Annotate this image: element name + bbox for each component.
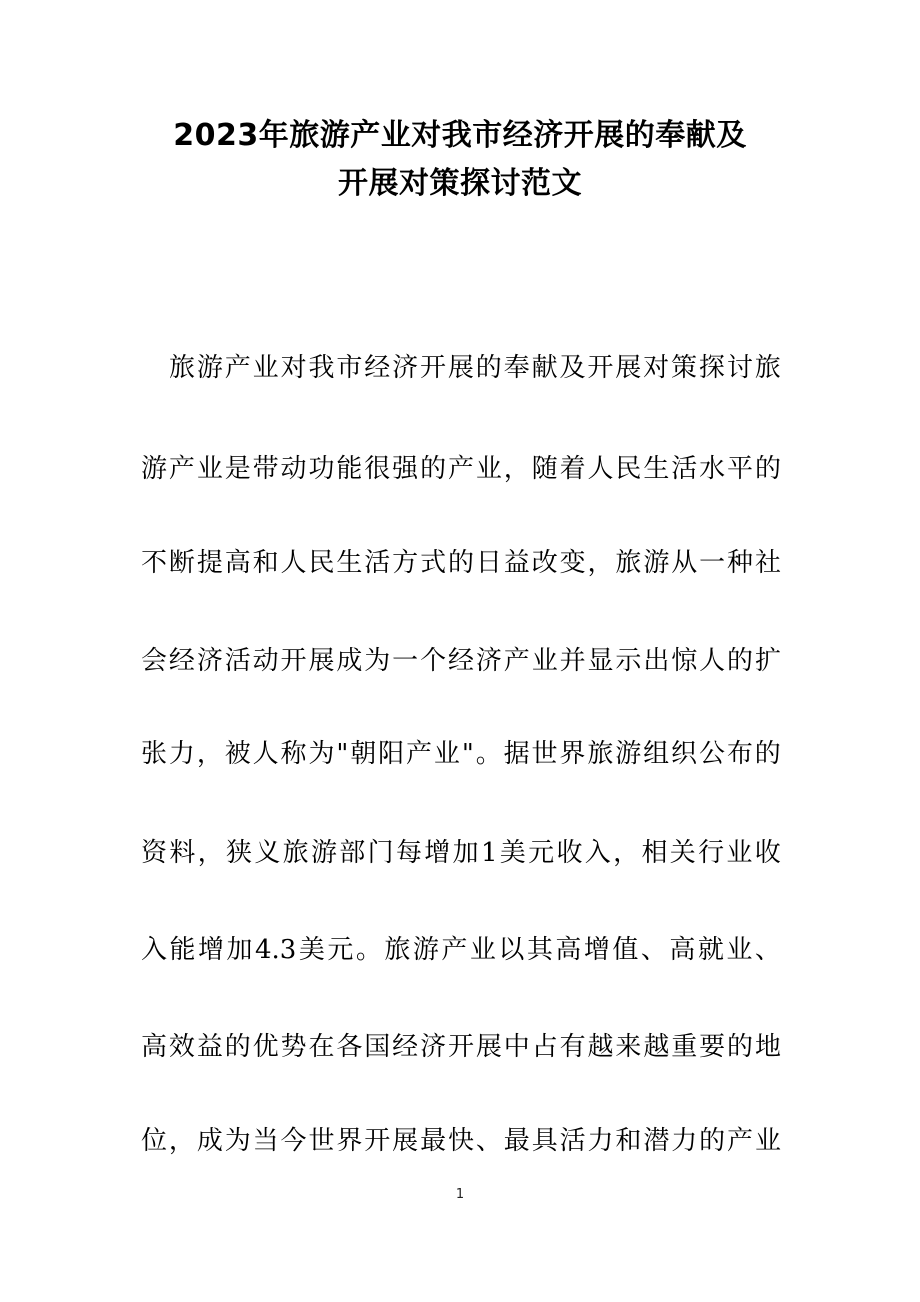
body-char: 今	[280, 1126, 307, 1156]
body-char: 活	[364, 548, 391, 578]
body-char: 随	[531, 454, 558, 484]
body-char: 以	[498, 935, 525, 965]
body-char: 的	[754, 739, 781, 769]
body-char: 称	[280, 739, 307, 769]
body-char: 产	[224, 353, 251, 383]
body-char: 行	[698, 838, 725, 868]
body-char: 开	[587, 353, 614, 383]
body-char: 展	[475, 1032, 502, 1062]
body-char: 增	[198, 935, 225, 965]
body-char: 增	[583, 935, 610, 965]
body-char: 开	[364, 1126, 391, 1156]
body-char: 的	[699, 1126, 726, 1156]
body-char: 业	[754, 1126, 781, 1156]
body-char: 策	[671, 353, 698, 383]
body-char: 功	[308, 454, 335, 484]
body-char: 产	[447, 454, 474, 484]
body-char: 讨	[726, 353, 753, 383]
body-char: 益	[196, 1032, 223, 1062]
body-char: 界	[559, 739, 586, 769]
body-char: 为	[308, 739, 335, 769]
body-char: 和	[615, 1126, 642, 1156]
body-char: 的	[754, 454, 781, 484]
body-char: 地	[754, 1032, 781, 1062]
body-char: 业	[252, 353, 279, 383]
body-char: 入	[141, 935, 168, 965]
body-char: 界	[336, 1126, 363, 1156]
body-char: 会	[141, 646, 168, 676]
body-char: 产	[441, 935, 468, 965]
body-char: 经	[364, 353, 391, 383]
body-char: 济	[420, 1032, 447, 1062]
body-char: 和	[252, 548, 279, 578]
body-char: 活	[224, 646, 251, 676]
body-char: 旅	[615, 548, 642, 578]
body-char: 断	[168, 548, 195, 578]
body-char: 来	[615, 1032, 642, 1062]
body-char: 门	[367, 838, 394, 868]
body-char: 的	[447, 548, 474, 578]
body-char: 效	[168, 1032, 195, 1062]
body-char: 业	[196, 454, 223, 484]
body-char: 民	[308, 548, 335, 578]
body-char: 高	[669, 935, 696, 965]
body-char: 旅	[384, 935, 411, 965]
body-char: 其	[526, 935, 553, 965]
body-char: 对	[280, 353, 307, 383]
body-char: 展	[308, 646, 335, 676]
body-char: 业	[433, 739, 460, 769]
body-char: 成	[196, 1126, 223, 1156]
body-line	[141, 734, 781, 774]
body-char: ，	[196, 739, 223, 769]
body-char: 组	[643, 739, 670, 769]
body-char: 益	[503, 548, 530, 578]
body-char: 改	[531, 548, 558, 578]
body-char: 中	[503, 1032, 530, 1062]
body-char: 业	[726, 838, 753, 868]
body-char: 力	[587, 1126, 614, 1156]
body-char: 经	[447, 646, 474, 676]
body-char: 着	[559, 454, 586, 484]
page-number: 1	[455, 1187, 465, 1202]
body-char: 、	[754, 935, 781, 965]
body-char: 活	[671, 454, 698, 484]
body-char: 美	[298, 935, 325, 965]
body-char: 元	[528, 838, 555, 868]
body-char: 部	[339, 838, 366, 868]
body-char: 社	[754, 548, 781, 578]
body-char: 活	[559, 1126, 586, 1156]
body-char: 探	[698, 353, 725, 383]
body-char: 高	[555, 935, 582, 965]
body-char: 每	[395, 838, 422, 868]
body-char: 从	[671, 548, 698, 578]
body-char: 收	[754, 838, 781, 868]
body-char: 出	[643, 646, 670, 676]
body-char: 游	[141, 454, 168, 484]
body-line	[141, 641, 781, 681]
body-char: 朝	[350, 739, 377, 769]
body-char: 值	[612, 935, 639, 965]
body-char: 人	[699, 646, 726, 676]
body-char: 人	[280, 548, 307, 578]
body-char: 产	[168, 454, 195, 484]
body-char: 资	[141, 838, 168, 868]
body-char: 张	[141, 739, 168, 769]
body-char: 市	[336, 353, 363, 383]
body-char: 义	[254, 838, 281, 868]
body-char: 元	[327, 935, 354, 965]
body-char: 织	[671, 739, 698, 769]
body-char: 水	[699, 454, 726, 484]
body-char: 生	[336, 548, 363, 578]
body-char: 游	[615, 739, 642, 769]
body-char: 世	[308, 1126, 335, 1156]
body-char: 一	[699, 548, 726, 578]
body-char: ，	[197, 838, 224, 868]
body-char: "	[461, 739, 474, 769]
body-char: 及	[559, 353, 586, 383]
body-char: 各	[336, 1032, 363, 1062]
body-char: 旅	[587, 739, 614, 769]
body-char: 相	[641, 838, 668, 868]
body-char: 种	[727, 548, 754, 578]
body-line	[141, 543, 781, 583]
body-line	[141, 833, 781, 873]
body-line	[141, 930, 781, 970]
body-char: 重	[671, 1032, 698, 1062]
body-char: 收	[556, 838, 583, 868]
body-char: 惊	[671, 646, 698, 676]
body-char: 产	[727, 1126, 754, 1156]
body-char: 游	[412, 935, 439, 965]
body-char: 潜	[643, 1126, 670, 1156]
body-char: 的	[727, 646, 754, 676]
body-char: 被	[224, 739, 251, 769]
body-char: 就	[697, 935, 724, 965]
body-char: 带	[252, 454, 279, 484]
body-char: 要	[699, 1032, 726, 1062]
body-char: 、	[475, 1126, 502, 1156]
body-char: ，	[168, 1126, 195, 1156]
body-char: 布	[726, 739, 753, 769]
body-char: 济	[475, 646, 502, 676]
body-char: 旅	[754, 353, 781, 383]
body-char: 动	[252, 646, 279, 676]
body-char: 显	[587, 646, 614, 676]
document-title-line-2: 开展对策探讨范文	[338, 166, 582, 201]
body-line	[141, 1121, 781, 1161]
body-line	[141, 449, 781, 489]
body-char: 旅	[169, 353, 196, 383]
body-char: 入	[584, 838, 611, 868]
body-char: 料	[169, 838, 196, 868]
body-char: 经	[392, 1032, 419, 1062]
body-char: 占	[531, 1032, 558, 1062]
body-char: 能	[169, 935, 196, 965]
body-char: 的	[727, 1032, 754, 1062]
body-char: 据	[503, 739, 530, 769]
body-char: 开	[447, 1032, 474, 1062]
body-char: 很	[364, 454, 391, 484]
body-char: 加	[226, 935, 253, 965]
body-char: 变	[559, 548, 586, 578]
body-char: 奉	[503, 353, 530, 383]
body-char: 济	[196, 646, 223, 676]
body-char: 业	[475, 454, 502, 484]
body-char: 产	[503, 646, 530, 676]
body-char: 力	[168, 739, 195, 769]
body-char: 快	[447, 1126, 474, 1156]
body-char: 优	[252, 1032, 279, 1062]
body-char: 游	[643, 548, 670, 578]
body-char: 民	[615, 454, 642, 484]
body-char: 4.3	[255, 935, 297, 965]
body-char: 具	[531, 1126, 558, 1156]
body-char: 扩	[754, 646, 781, 676]
body-char: 越	[643, 1032, 670, 1062]
body-char: 个	[420, 646, 447, 676]
body-char: 动	[280, 454, 307, 484]
body-char: ，	[503, 454, 530, 484]
body-char: 旅	[282, 838, 309, 868]
body-char: 位	[141, 1126, 168, 1156]
body-char: 公	[698, 739, 725, 769]
body-char: 展	[615, 353, 642, 383]
body-char: 高	[224, 548, 251, 578]
body-char: 国	[364, 1032, 391, 1062]
body-char: 我	[308, 353, 335, 383]
body-char: 能	[336, 454, 363, 484]
body-char: 日	[475, 548, 502, 578]
body-char: 人	[587, 454, 614, 484]
body-char: 的	[475, 353, 502, 383]
body-char: 的	[420, 454, 447, 484]
body-char: 经	[168, 646, 195, 676]
body-char: 高	[141, 1032, 168, 1062]
body-char: 增	[424, 838, 451, 868]
body-char: 业	[726, 935, 753, 965]
body-char: 力	[671, 1126, 698, 1156]
body-char: 当	[252, 1126, 279, 1156]
body-char: 阳	[378, 739, 405, 769]
body-char: 有	[559, 1032, 586, 1062]
body-char: 一	[392, 646, 419, 676]
body-char: 美	[499, 838, 526, 868]
body-char: 强	[392, 454, 419, 484]
body-char: 生	[643, 454, 670, 484]
body-char: 最	[420, 1126, 447, 1156]
body-char: 济	[392, 353, 419, 383]
body-char: 献	[531, 353, 558, 383]
body-char: 展	[392, 1126, 419, 1156]
body-char: ，	[587, 548, 614, 578]
body-char: 游	[310, 838, 337, 868]
body-char: 业	[531, 646, 558, 676]
body-char: 。	[475, 739, 502, 769]
body-char: 世	[531, 739, 558, 769]
body-char: 提	[196, 548, 223, 578]
body-char: 开	[420, 353, 447, 383]
body-char: 。	[355, 935, 382, 965]
body-char: 方	[392, 548, 419, 578]
body-char: 加	[452, 838, 479, 868]
document-title-line-1: 2023年旅游产业对我市经济开展的奉献及	[173, 118, 747, 153]
body-char: 示	[615, 646, 642, 676]
body-line	[141, 1027, 781, 1067]
body-char: 在	[308, 1032, 335, 1062]
body-char: 并	[559, 646, 586, 676]
body-char: 游	[196, 353, 223, 383]
body-char: 、	[640, 935, 667, 965]
body-char: 式	[420, 548, 447, 578]
body-line	[169, 348, 781, 388]
body-char: 平	[727, 454, 754, 484]
body-char: 关	[669, 838, 696, 868]
body-char: 产	[406, 739, 433, 769]
body-char: 狭	[225, 838, 252, 868]
body-char: 越	[587, 1032, 614, 1062]
body-char: 展	[447, 353, 474, 383]
body-char: 的	[224, 1032, 251, 1062]
body-char: 势	[280, 1032, 307, 1062]
body-char: 1	[480, 838, 498, 868]
body-char: 为	[224, 1126, 251, 1156]
body-char: 人	[252, 739, 279, 769]
body-char: 开	[280, 646, 307, 676]
body-char: 是	[224, 454, 251, 484]
body-char: 为	[364, 646, 391, 676]
body-char: "	[336, 739, 349, 769]
body-char: 成	[336, 646, 363, 676]
body-char: ，	[613, 838, 640, 868]
body-char: 不	[141, 548, 168, 578]
body-char: 业	[469, 935, 496, 965]
body-char: 对	[643, 353, 670, 383]
body-char: 最	[503, 1126, 530, 1156]
